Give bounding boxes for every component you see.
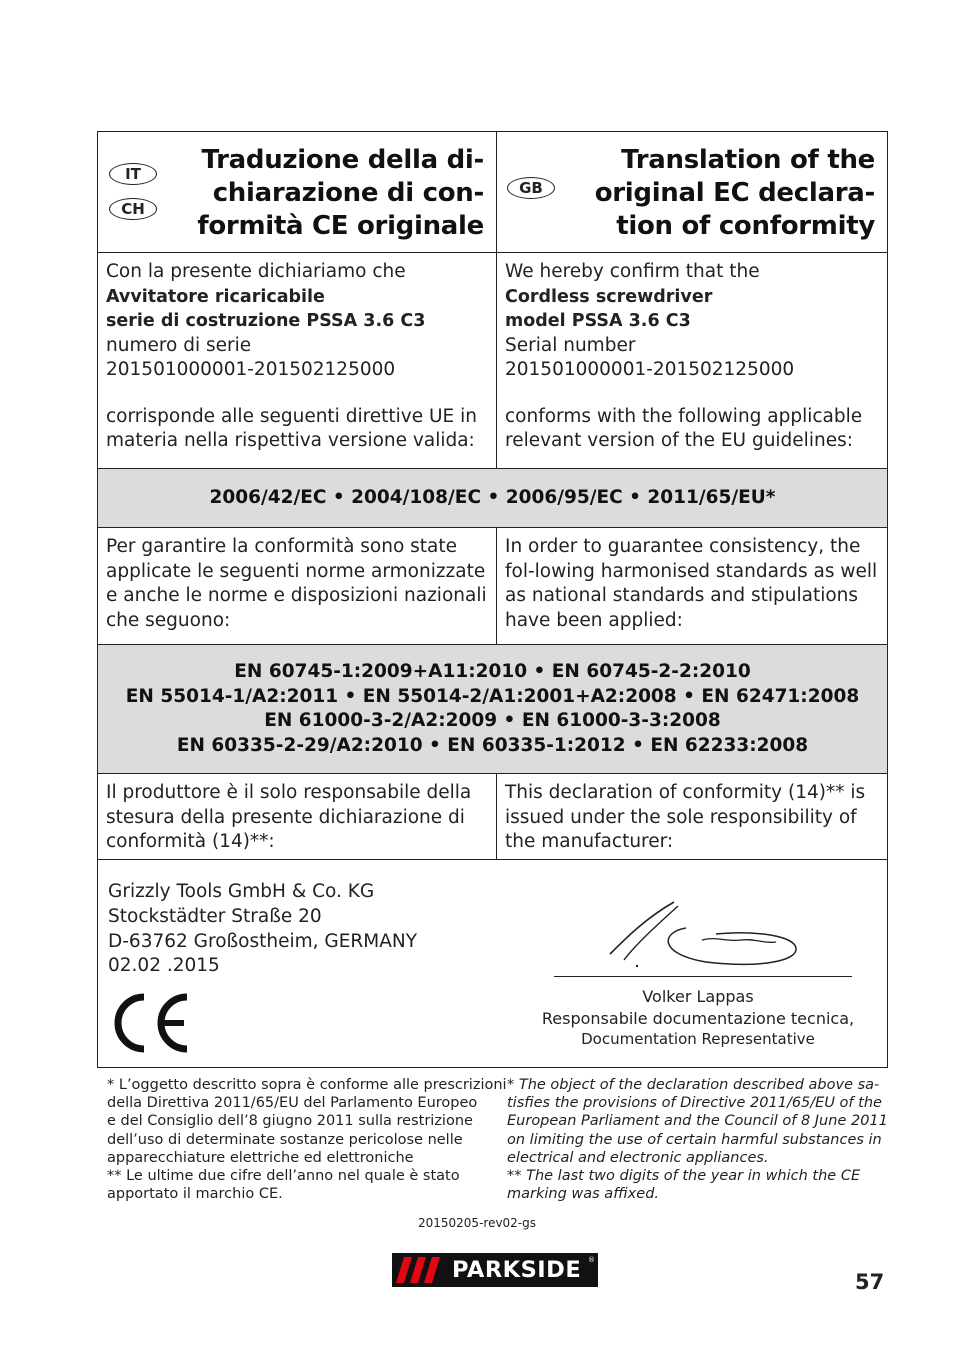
intro-en-product: Cordless screwdriver	[505, 286, 713, 307]
signature-icon	[606, 896, 806, 976]
page-number: 57	[855, 1270, 885, 1294]
logo-registered-mark: ®	[588, 1256, 595, 1264]
intro-en-serial-range: 201501000001-201502125000	[505, 359, 795, 380]
title-it: Traduzione della di- chiarazione di con- formità CE originale	[197, 145, 484, 241]
manufacturer-name: Grizzly Tools GmbH & Co. KG	[108, 881, 375, 902]
responsibility-row	[98, 774, 887, 860]
intro-it-product: Avvitatore ricaricabile	[106, 286, 325, 307]
standards-line: EN 60745-1:2009+A11:2010 • EN 60745-2-2:2010	[234, 661, 751, 682]
responsibility-en: This declaration of conformity (14)** is issued under the sole responsibility of the manufacturer:	[505, 782, 866, 852]
intro-en-serial-label: Serial number	[505, 334, 636, 356]
manufacturer-row	[98, 860, 887, 1067]
manufacturer-street: Stockstädter Straße 20	[108, 905, 322, 927]
badge-it: IT	[109, 163, 157, 185]
standards-line: EN 55014-1/A2:2011 • EN 55014-2/A1:2001+A2:2008 • EN 62471:2008	[125, 685, 860, 707]
manufacturer-address	[108, 880, 417, 979]
signatory-role-en: Documentation Representative	[581, 1030, 815, 1048]
document-reference: 20150205-rev02-gs	[417, 1216, 537, 1230]
manufacturer-city: D-63762 Großostheim, GERMANY	[108, 930, 418, 952]
signatory-name: Volker Lappas	[642, 987, 754, 1006]
intro-row	[98, 253, 887, 469]
logo-text: PARKSIDE	[452, 1257, 582, 1283]
badge-gb: GB	[507, 177, 555, 199]
intro-en-model: model PSSA 3.6 C3	[505, 311, 691, 331]
header-en	[497, 132, 887, 252]
declaration-frame	[97, 131, 888, 1068]
header-it	[98, 132, 497, 252]
standards-band	[98, 645, 887, 774]
responsibility-it: Il produttore è il solo responsabile della stesura della presente dichiarazione di conformità (14)**:	[98, 774, 497, 859]
intro-en	[497, 253, 887, 468]
standards-intro-it: Per garantire la conformità sono state applicate le seguenti norme armonizzate e anche le norme e disposizioni nazionali che seguono:	[98, 528, 497, 644]
signatory-role-it: Responsabile documentazione tecnica,	[541, 1008, 855, 1028]
footnote-en: * The object of the declaration described above sa- tisfies the provisions of Directive 2011/65/EU of the European Parliament and the Council of 8 June 2011 on limiting the use of certain harmful substances in electrical and electronic appliances. ** The last two digits of the year in which the CE marking was affixed.	[507, 1077, 888, 1203]
logo-slashes-icon	[392, 1253, 454, 1287]
standards-line: EN 61000-3-2/A2:2009 • EN 61000-3-3:2008	[264, 710, 721, 731]
intro-it-serial-range: 201501000001-201502125000	[106, 359, 396, 380]
directives-band	[98, 469, 887, 528]
intro-it-serial-label: numero di serie	[106, 334, 252, 356]
header-row	[98, 132, 887, 253]
intro-it-conforms: corrisponde alle seguenti direttive UE in materia nella rispettiva versione valida:	[106, 405, 477, 451]
intro-it-model: serie di costruzione PSSA 3.6 C3	[106, 311, 426, 331]
intro-it-line1: Con la presente dichiariamo che	[106, 261, 406, 282]
badge-ch: CH	[109, 198, 157, 220]
parkside-logo	[392, 1253, 598, 1287]
footnote-it: * L’oggetto descritto sopra è conforme alle prescrizioni della Direttiva 2011/65/EU del Parlamento Europeo e del Consiglio dell’8 giugno 2011 sulla restrizione dell’uso di determinate sostanze pericolose nelle apparecchiature elettriche ed elettroniche ** Le ultime due cifre dell’anno nel quale è stato apportato il marchio CE.	[107, 1077, 507, 1203]
standards-line: EN 60335-2-29/A2:2010 • EN 60335-1:2012 • EN 62233:2008	[176, 734, 809, 756]
intro-en-conforms: conforms with the following applicable relevant version of the EU guidelines:	[505, 405, 863, 451]
standards-intro-row	[98, 528, 887, 645]
intro-en-line1: We hereby confirm that the	[505, 261, 760, 282]
signature-line	[554, 976, 852, 977]
ce-mark-icon	[110, 992, 192, 1054]
directives-text: 2006/42/EC • 2004/108/EC • 2006/95/EC • 2011/65/EU*	[209, 486, 776, 508]
title-en: Translation of the original EC declara- tion of conformity	[594, 145, 875, 241]
intro-it	[98, 253, 497, 468]
signatory-block	[498, 986, 898, 1051]
declaration-date: 02.02 .2015	[108, 955, 220, 977]
standards-intro-en: In order to guarantee consistency, the fol-lowing harmonised standards as well as national standards and stipulations have been applied:	[505, 536, 878, 631]
